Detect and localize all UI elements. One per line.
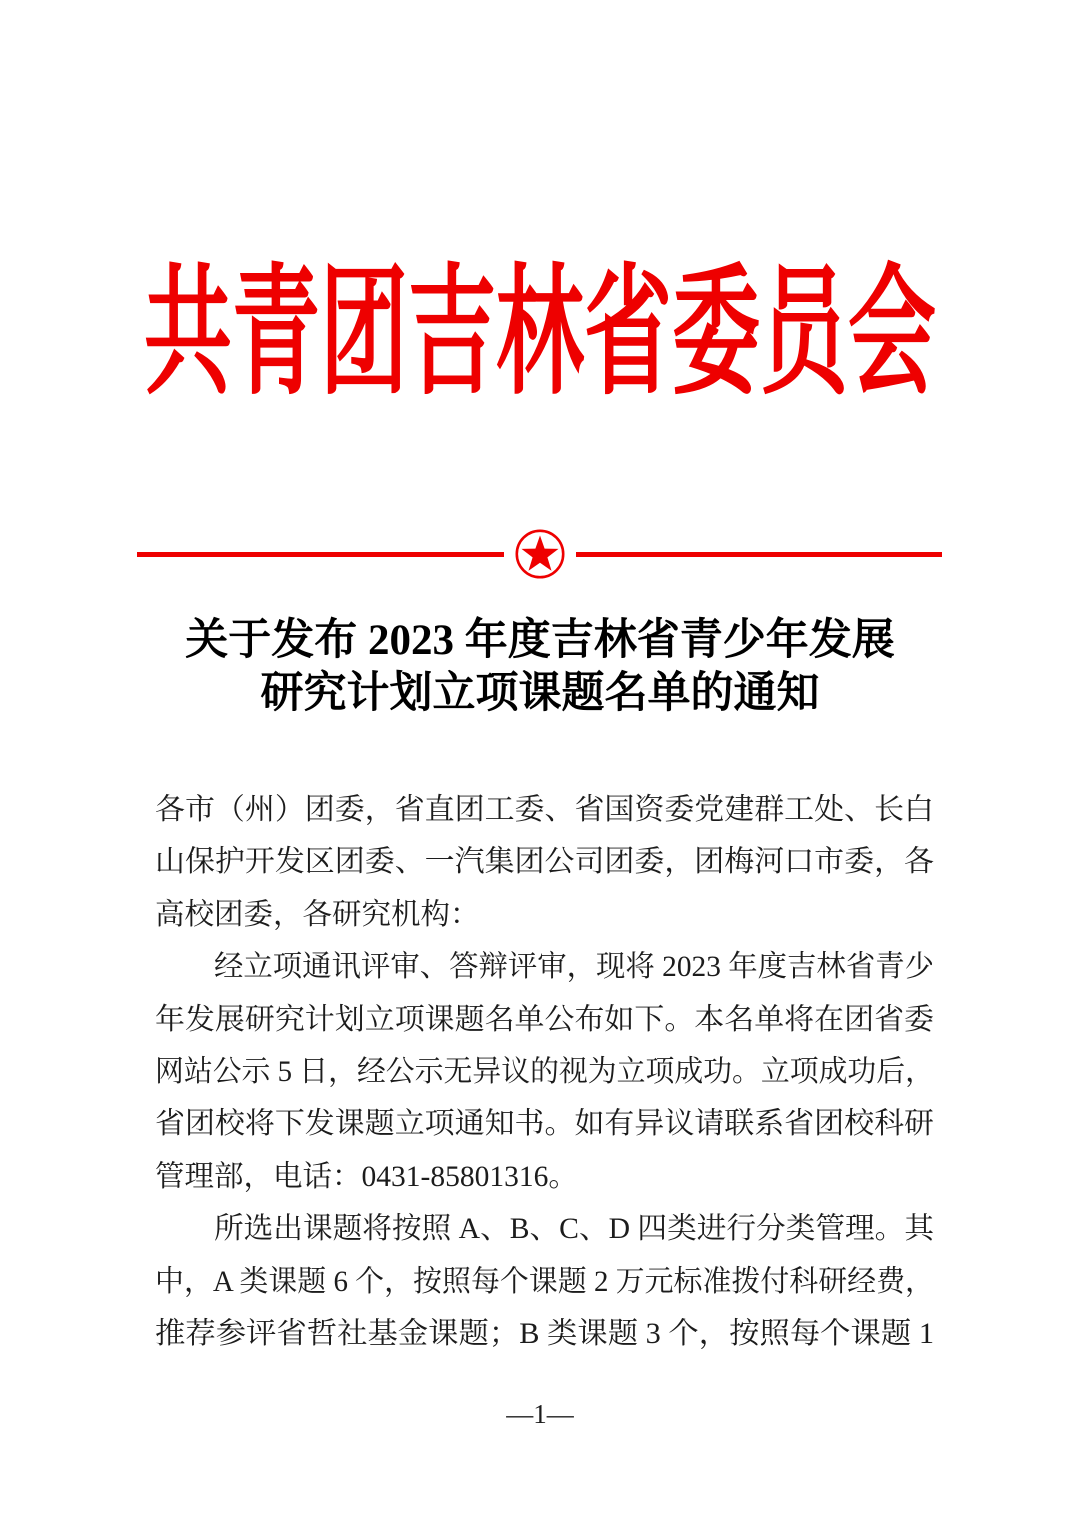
- body-line: 中，A 类课题 6 个，按照每个课题 2 万元标准拨付科研经费，: [155, 1265, 934, 1298]
- body-line: 省团校将下发课题立项通知书。如有异议请联系省团校科研: [155, 1108, 934, 1141]
- body-line: 推荐参评省哲社基金课题；B 类课题 3 个，按照每个课题 1: [155, 1317, 934, 1350]
- document-title-line2: 研究计划立项课题名单的通知: [260, 670, 820, 717]
- letterhead-separator: [137, 527, 942, 581]
- body-line: 年发展研究计划立项课题名单公布如下。本名单将在团省委: [155, 1003, 934, 1036]
- document-title-line1: 关于发布 2023 年度吉林省青少年发展: [185, 617, 895, 664]
- body-line: 所选出课题将按照 A、B、C、D 四类进行分类管理。其: [214, 1213, 934, 1246]
- separator-rule-right: [576, 552, 943, 557]
- body-line: 管理部，电话：0431-85801316。: [155, 1160, 578, 1193]
- star-in-circle-icon: [515, 528, 565, 580]
- page-number: —1—: [506, 1399, 574, 1429]
- body-line: 经立项通讯评审、答辩评审，现将 2023 年度吉林省青少: [214, 951, 934, 984]
- separator-rule-left: [137, 552, 504, 557]
- body-line: 山保护开发区团委、一汽集团公司团委，团梅河口市委，各: [155, 846, 934, 879]
- document-title: [0, 614, 1080, 720]
- body-line: 网站公示 5 日，经公示无异议的视为立项成功。立项成功后，: [155, 1055, 934, 1088]
- document-body: [155, 784, 934, 1360]
- body-line: 各市（州）团委，省直团工委、省国资委党建群工处、长白: [155, 794, 934, 826]
- letterhead-org-name: 共青团吉林省委员会: [143, 257, 936, 413]
- body-line: 高校团委，各研究机构：: [155, 898, 480, 931]
